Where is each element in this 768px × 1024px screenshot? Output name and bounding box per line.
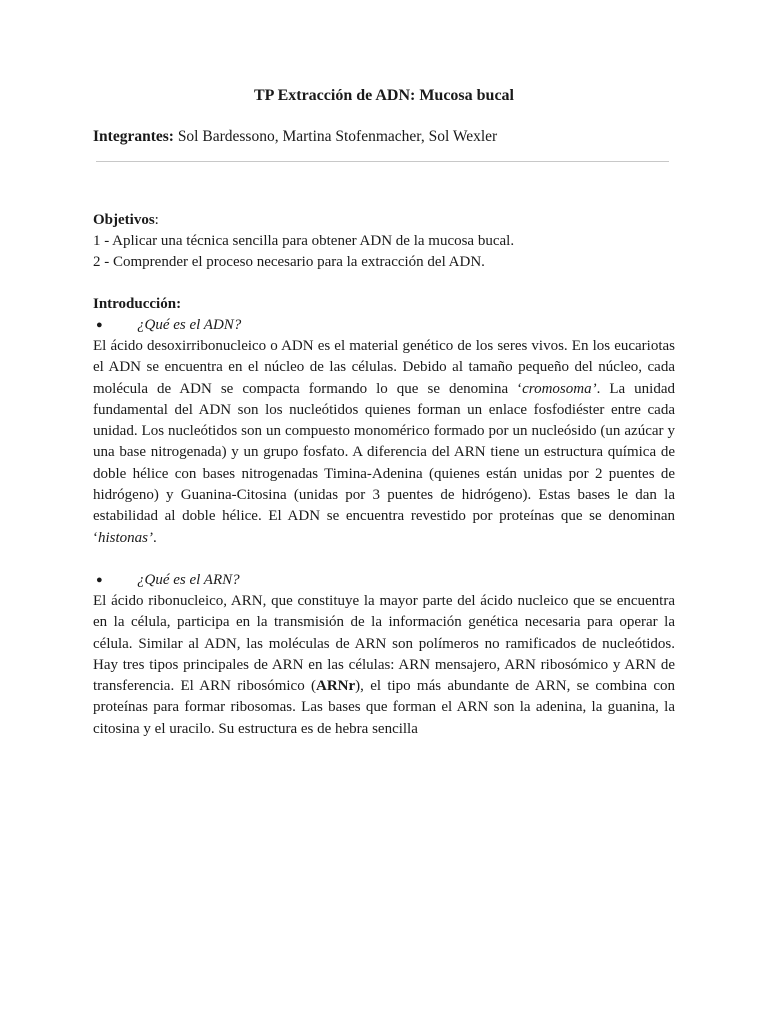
objectives-section <box>93 210 675 273</box>
arn-term-arnr: ARNr <box>316 678 356 695</box>
arn-paragraph <box>93 591 675 740</box>
adn-term-cromosoma: cromosoma’ <box>522 380 597 397</box>
question-adn-bullet <box>93 315 675 336</box>
bullet-icon: ● <box>96 573 103 586</box>
adn-paragraph <box>93 336 675 549</box>
document-page <box>93 84 675 740</box>
adn-text-a: El ácido desoxirribonucleico o ADN es el material genético de los seres vivos. En los eucariotas el ADN se encuentra en el núcleo de las células. Debido al tamaño pequeño del núcleo, cada molécula de ADN se compacta formando lo que se denomina ‘ <box>93 338 675 397</box>
members-label: Integrantes: <box>93 128 174 145</box>
objectives-heading-line <box>93 210 675 231</box>
adn-text-b: . La unidad fundamental del ADN son los nucleótidos quienes forman un enlace fosfodiéster entre cada unidad. Los nucleótidos son un compuesto monomérico formado por un nucleósido (un azúcar y una base nitrogenada) y un grupo fosfato. A diferencia del ARN tiene un estructura química de doble hélice con bases nitrogenadas Timina-Adenina (quienes están unidas por 2 puentes de hidrógeno) y Guanina-Citosina (unidas por 3 puentes de hidrógeno). Estas bases le dan la estabilidad al doble hélice. El ADN se encuentra revestido por proteínas que se denominan ‘ <box>93 380 675 546</box>
objective-item: 2 - Comprender el proceso necesario para la extracción del ADN. <box>93 254 485 270</box>
adn-term-histonas: histonas’ <box>98 529 154 546</box>
bullet-icon: ● <box>96 319 103 331</box>
objectives-heading: Objetivos <box>93 212 155 228</box>
question-adn: ¿Qué es el ADN? <box>137 317 242 333</box>
question-arn-bullet <box>93 570 675 591</box>
arn-text-a: El ácido ribonucleico, ARN, que constituye la mayor parte del ácido nucleico que se encuentra en la célula, participa en la transmisión de la información genética necesaria para operar la célula. Similar al ADN, las moléculas de ARN son polímeros no ramificados de nucleótidos. Hay tres tipos principales de ARN en las células: ARN mensajero, ARN ribosómico y ARN de transferencia. El ARN ribosómico ( <box>93 592 675 695</box>
objectives-colon: : <box>154 212 159 228</box>
introduction-heading: Introducción: <box>93 296 182 312</box>
question-arn: ¿Qué es el ARN? <box>137 571 240 588</box>
horizontal-divider <box>96 161 669 162</box>
introduction-section <box>93 294 675 740</box>
members-names: Sol Bardessono, Martina Stofenmacher, Sol Wexler <box>173 128 498 145</box>
arn-text-b: ), el tipo más abundante de ARN, se combina con proteínas para formar ribosomas. Las bases que forman el ARN son la adenina, la guanina, la citosina y el uracilo. Su estructura es de hebra sencilla <box>93 678 676 737</box>
document-title: TP Extracción de ADN: Mucosa bucal <box>254 87 514 104</box>
adn-text-c: . <box>153 529 157 546</box>
spacer <box>93 549 675 570</box>
objective-item: 1 - Aplicar una técnica sencilla para obtener ADN de la mucosa bucal. <box>93 233 515 249</box>
members-line <box>93 126 675 148</box>
